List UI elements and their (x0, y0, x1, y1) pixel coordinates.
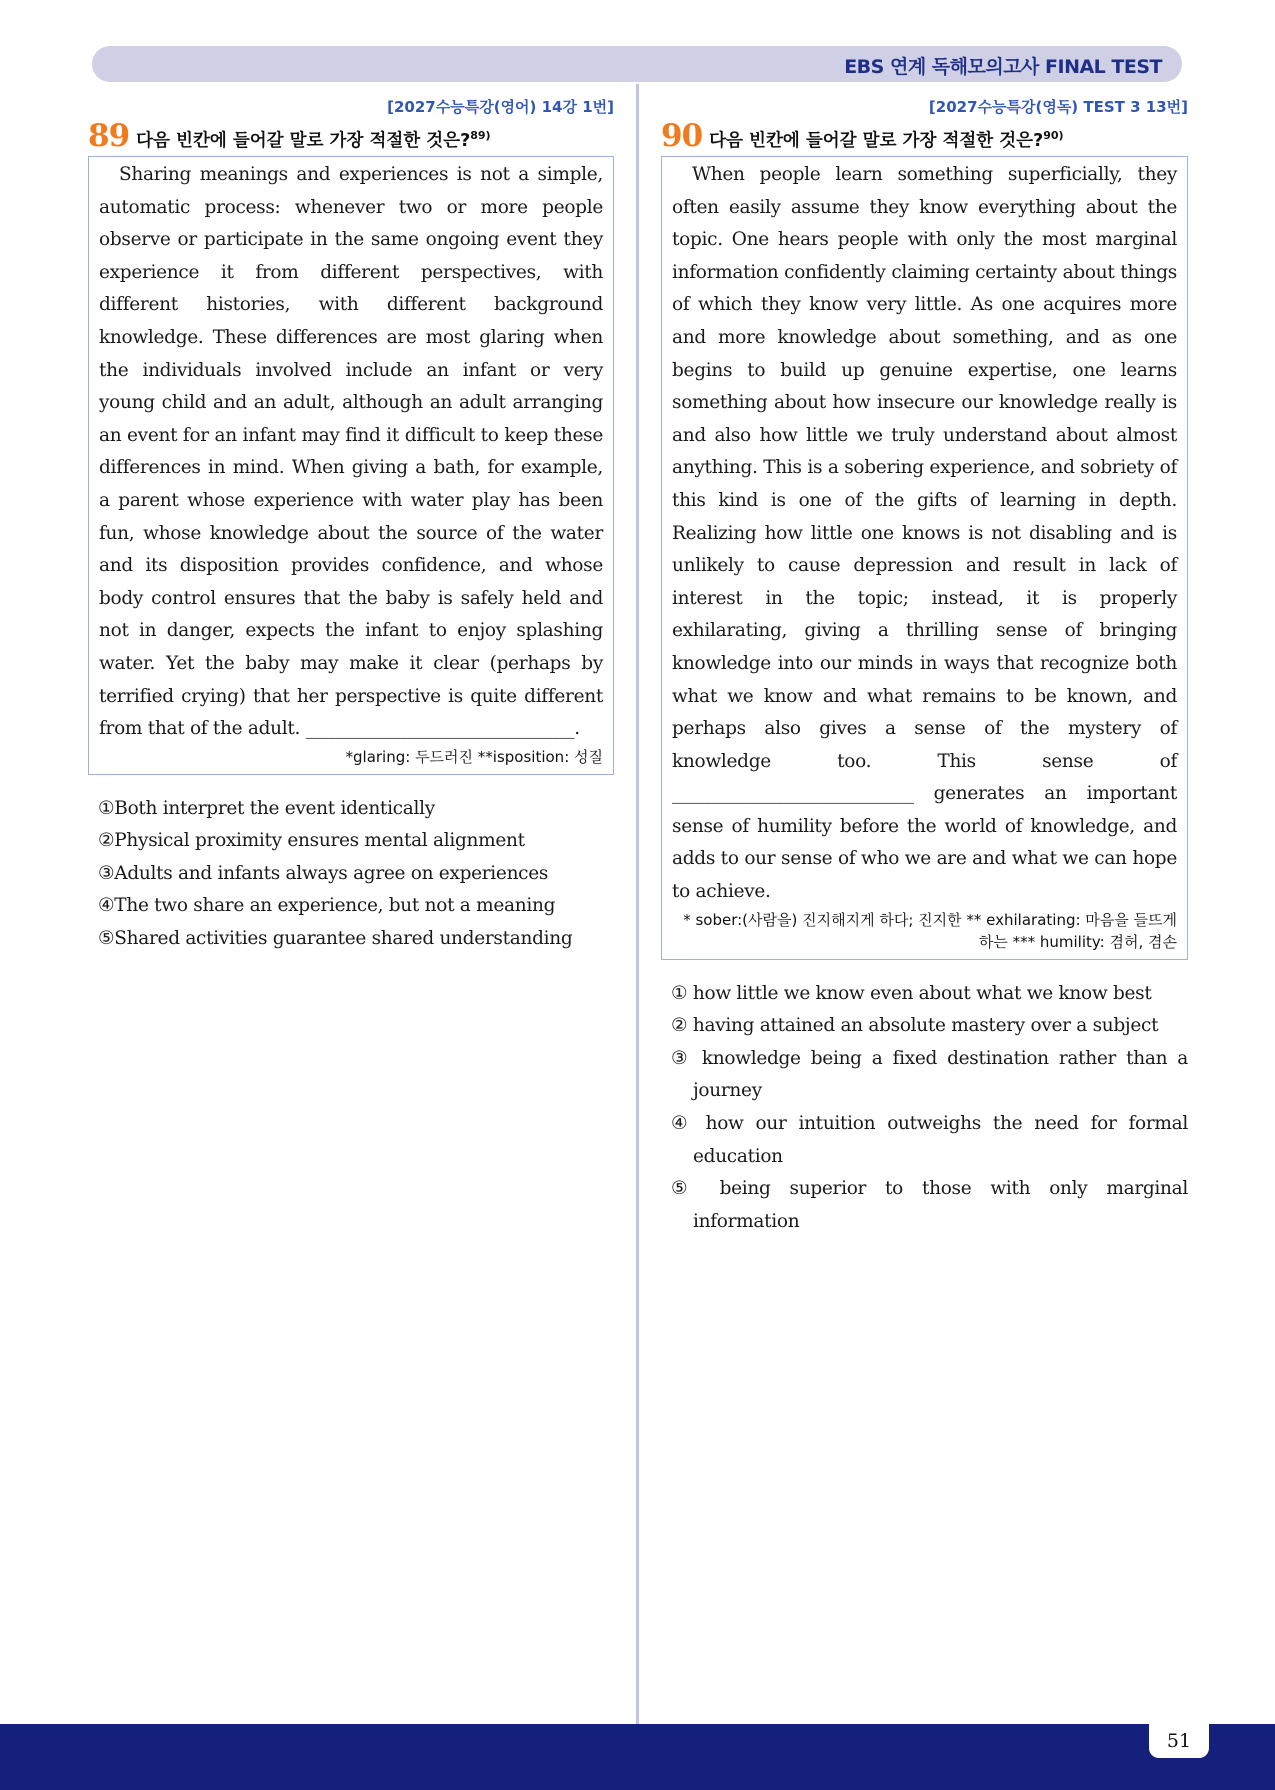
question-prompt (136, 127, 490, 152)
question-prompt-text: 다음 빈칸에 들어갈 말로 가장 적절한 것은? (136, 131, 471, 151)
answer-choices (88, 793, 614, 956)
vocab-note: * sober:(사람을) 진지해지게 하다; 진지한 ** exhilarating: 마음을 들뜨게 하는 *** humility: 겸허, 겸손 (683, 910, 1177, 951)
question-prompt (709, 127, 1063, 152)
passage-text: Sharing meanings and experiences is not a simple, automatic process: whenever two or more people observe or participate in the same ongoing event they experience it from different perspectives, with different histories, with different background knowledge. These differences are most glaring when the individuals involved include an infant or very young child and an adult, although an adult arranging an event for an infant may find it difficult to keep these differences in mind. When giving a bath, for example, a parent whose experience with water play has been fun, whose knowledge about the source of the water and its disposition provides confidence, and whose body control ensures that the baby is safely held and not in danger, expects the infant to enjoy splashing water. Yet the baby may make it clear (perhaps by terrified crying) that her perspective is quite different from that of the adult. ______________________________. (99, 164, 603, 740)
question-source: [2027수능특강(영독) TEST 3 13번] (928, 98, 1188, 116)
choice-5[interactable]: ⑤ being superior to those with only marginal information (671, 1178, 1188, 1232)
page-number: 51 (1149, 1724, 1209, 1758)
choice-1[interactable]: ①Both interpret the event identically (98, 797, 435, 819)
question-89 (88, 96, 614, 956)
vocab-note: *glaring: 두드러진 **isposition: 성질 (345, 747, 603, 766)
question-number: 89 (88, 118, 130, 154)
header-title: EBS 연계 독해모의고사 FINAL TEST (844, 56, 1162, 78)
question-number: 90 (661, 118, 703, 154)
question-header (88, 118, 614, 154)
question-prompt-text: 다음 빈칸에 들어갈 말로 가장 적절한 것은? (709, 131, 1044, 151)
choice-4[interactable]: ④ how our intuition outweighs the need for formal education (671, 1113, 1188, 1167)
choice-2[interactable]: ② having attained an absolute mastery over a subject (671, 1015, 1159, 1037)
passage-box (661, 156, 1188, 960)
choice-4[interactable]: ④The two share an experience, but not a meaning (98, 895, 556, 917)
footer-bar (0, 1724, 1275, 1790)
choice-3[interactable]: ③Adults and infants always agree on experiences (98, 862, 549, 884)
choice-5[interactable]: ⑤Shared activities guarantee shared understanding (98, 928, 573, 950)
header-bar (92, 46, 1182, 82)
choice-3[interactable]: ③ knowledge being a fixed destination rather than a journey (671, 1047, 1188, 1102)
answer-choices (661, 978, 1188, 1239)
question-90 (661, 96, 1188, 1238)
question-source: [2027수능특강(영어) 14강 1번] (387, 98, 614, 116)
passage-text: When people learn something superficially, they often easily assume they know everything about the topic. One hears people with only the most marginal information confidently claiming certainty about things of which they know very little. As one acquires more and more knowledge about something, and as one begins to build up genuine expertise, one learns something about how insecure our knowledge really is and also how little we truly understand about almost anything. This is a sobering experience, and sobriety of this kind is one of the gifts of learning in depth. Realizing how little one knows is not disabling and is unlikely to cause depression and result in lack of interest in the topic; instead, it is properly exhilarating, giving a thrilling sense of bringing knowledge into our minds in ways that recognize both what we know and what remains to be known, and perhaps also gives a sense of the mystery of knowledge too. This sense of ___________________________ generates an important sense of humility before the world of knowledge, and adds to our sense of who we are and what we can hope to achieve. (672, 164, 1177, 903)
choice-1[interactable]: ① how little we know even about what we know best (671, 982, 1152, 1004)
footnote-ref: 89) (470, 129, 491, 143)
choice-2[interactable]: ②Physical proximity ensures mental alignment (98, 830, 525, 852)
passage-box (88, 156, 614, 775)
question-header (661, 118, 1188, 154)
footnote-ref: 90) (1043, 129, 1064, 143)
column-divider (636, 84, 639, 1724)
